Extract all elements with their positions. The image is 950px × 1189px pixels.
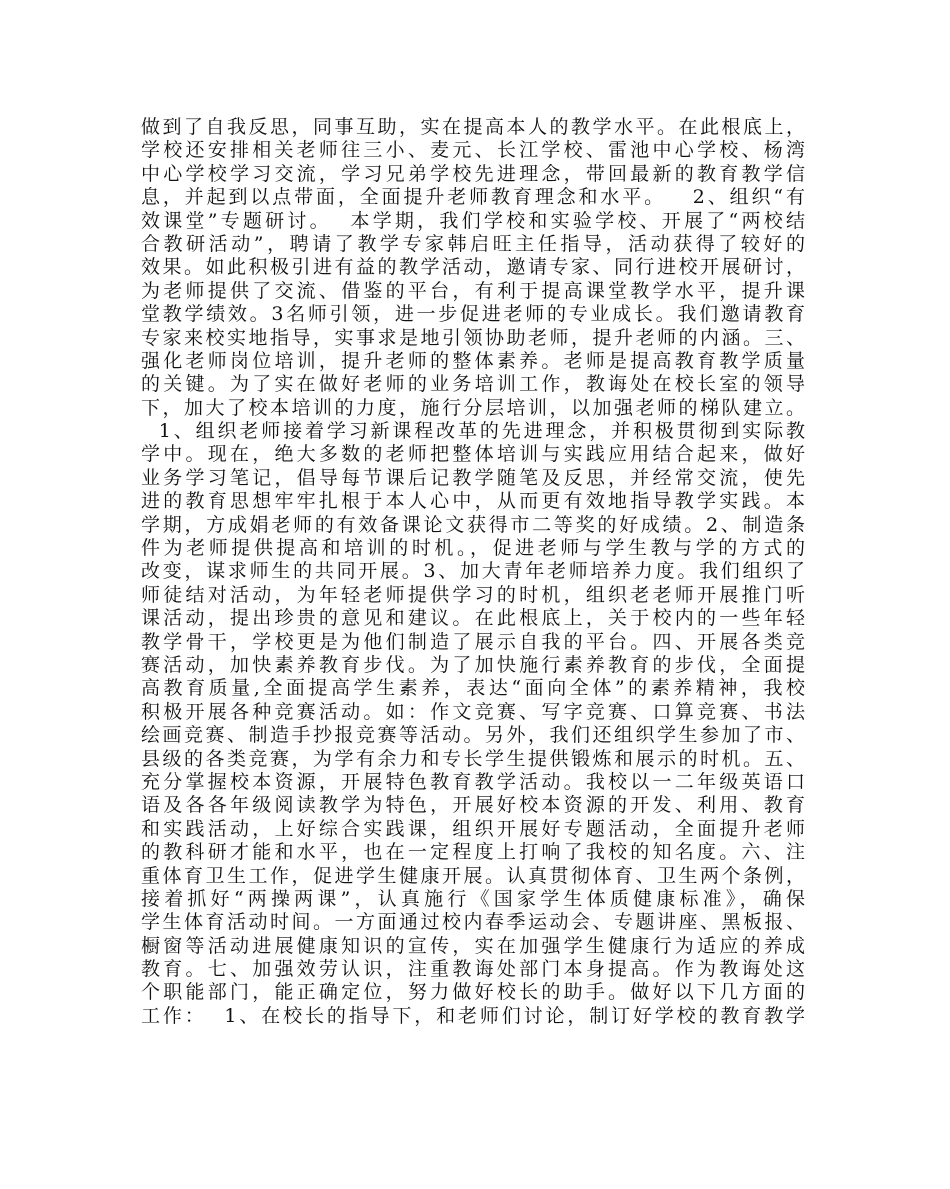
text-line: 的关键。为了实在做好老师的业务培训工作，教诲处在校长室的领导 [141,373,805,396]
text-line: 效果。如此积极引进有益的教学活动，邀请专家、同行进校开展研讨， [141,256,805,279]
text-line: 赛活动，加快素养教育步伐。为了加快施行素养教育的步伐，全面提 [141,653,805,676]
text-line: 语及各各年级阅读教学为特色，开展好校本资源的开发、利用、教育 [141,794,805,817]
text-line: 中心学校学习交流，学习兄弟学校先进理念，带回最新的教育教学信 [141,162,805,185]
text-line: 做到了自我反思，同事互助，实在提高本人的教学水平。在此根底上， [141,116,805,138]
text-line: 橱窗等活动进展健康知识的宣传，实在加强学生健康行为适应的养成 [141,934,805,957]
text-line: 个职能部门，能正确定位，努力做好校长的助手。做好以下几方面的 [141,981,805,1004]
text-line: 和实践活动，上好综合实践课，组织开展好专题活动，全面提升老师 [141,817,805,840]
text-line: 积极开展各种竞赛活动。如：作文竞赛、写字竞赛、口算竞赛、书法 [141,700,805,723]
text-line: 高教育质量,全面提高学生素养，表达“面向全体”的素养精神，我校 [141,677,805,700]
text-line: 工作： 1、在校长的指导下，和老师们讨论，制订好学校的教育教学 [141,1004,805,1027]
body-text [141,116,805,1028]
text-line: 学校还安排相关老师往三小、麦元、长江学校、雷池中心学校、杨湾 [141,139,805,162]
text-line: 下，加大了校本培训的力度，施行分层培训，以加强老师的梯队建立。 [141,396,805,419]
text-line: 息，并起到以点带面，全面提升老师教育理念和水平。 2、组织“有 [141,186,805,209]
text-line: 学中。现在，绝大多数的老师把整体培训与实践应用结合起来，做好 [141,443,805,466]
text-line: 绘画竞赛、制造手抄报竞赛等活动。另外，我们还组织学生参加了市、 [141,724,805,747]
text-line: 1、组织老师接着学习新课程改革的先进理念，并积极贯彻到实际教 [141,420,805,443]
text-line: 专家来校实地指导，实事求是地引领协助老师，提升老师的内涵。三、 [141,326,805,349]
text-line: 接着抓好“两操两课”，认真施行《国家学生体质健康标准》，确保 [141,887,805,910]
text-line: 学期，方成娟老师的有效备课论文获得市二等奖的好成绩。2、制造条 [141,513,805,536]
text-line: 课活动，提出珍贵的意见和建议。在此根底上，关于校内的一些年轻 [141,607,805,630]
text-line: 为老师提供了交流、借鉴的平台，有利于提高课堂教学水平，提升课 [141,279,805,302]
text-line: 教学骨干，学校更是为他们制造了展示自我的平台。四、开展各类竞 [141,630,805,653]
text-line: 县级的各类竞赛，为学有余力和专长学生提供锻炼和展示的时机。五、 [141,747,805,770]
text-line: 强化老师岗位培训，提升老师的整体素养。老师是提高教育教学质量 [141,349,805,372]
text-line: 学生体育活动时间。一方面通过校内春季运动会、专题讲座、黑板报、 [141,911,805,934]
text-line: 师徒结对活动，为年轻老师提供学习的时机，组织老老师开展推门听 [141,583,805,606]
text-line: 改变，谋求师生的共同开展。3、加大青年老师培养力度。我们组织了 [141,560,805,583]
text-line: 业务学习笔记，倡导每节课后记教学随笔及反思，并经常交流，使先 [141,466,805,489]
text-line: 充分掌握校本资源，开展特色教育教学活动。我校以一二年级英语口 [141,770,805,793]
text-line: 的教科研才能和水平，也在一定程度上打响了我校的知名度。六、注 [141,841,805,864]
text-line: 效课堂”专题研讨。 本学期，我们学校和实验学校、开展了“两校结 [141,209,805,232]
text-line: 件为老师提供提高和培训的时机。，促进老师与学生教与学的方式的 [141,537,805,560]
text-line: 进的教育思想牢牢扎根于本人心中，从而更有效地指导教学实践。本 [141,490,805,513]
text-line: 重体育卫生工作，促进学生健康开展。认真贯彻体育、卫生两个条例， [141,864,805,887]
text-line: 教育。七、加强效劳认识，注重教诲处部门本身提高。作为教诲处这 [141,958,805,981]
text-line: 合教研活动”，聘请了教学专家韩启旺主任指导，活动获得了较好的 [141,232,805,255]
text-line: 堂教学绩效。3名师引领，进一步促进老师的专业成长。我们邀请教育 [141,303,805,326]
